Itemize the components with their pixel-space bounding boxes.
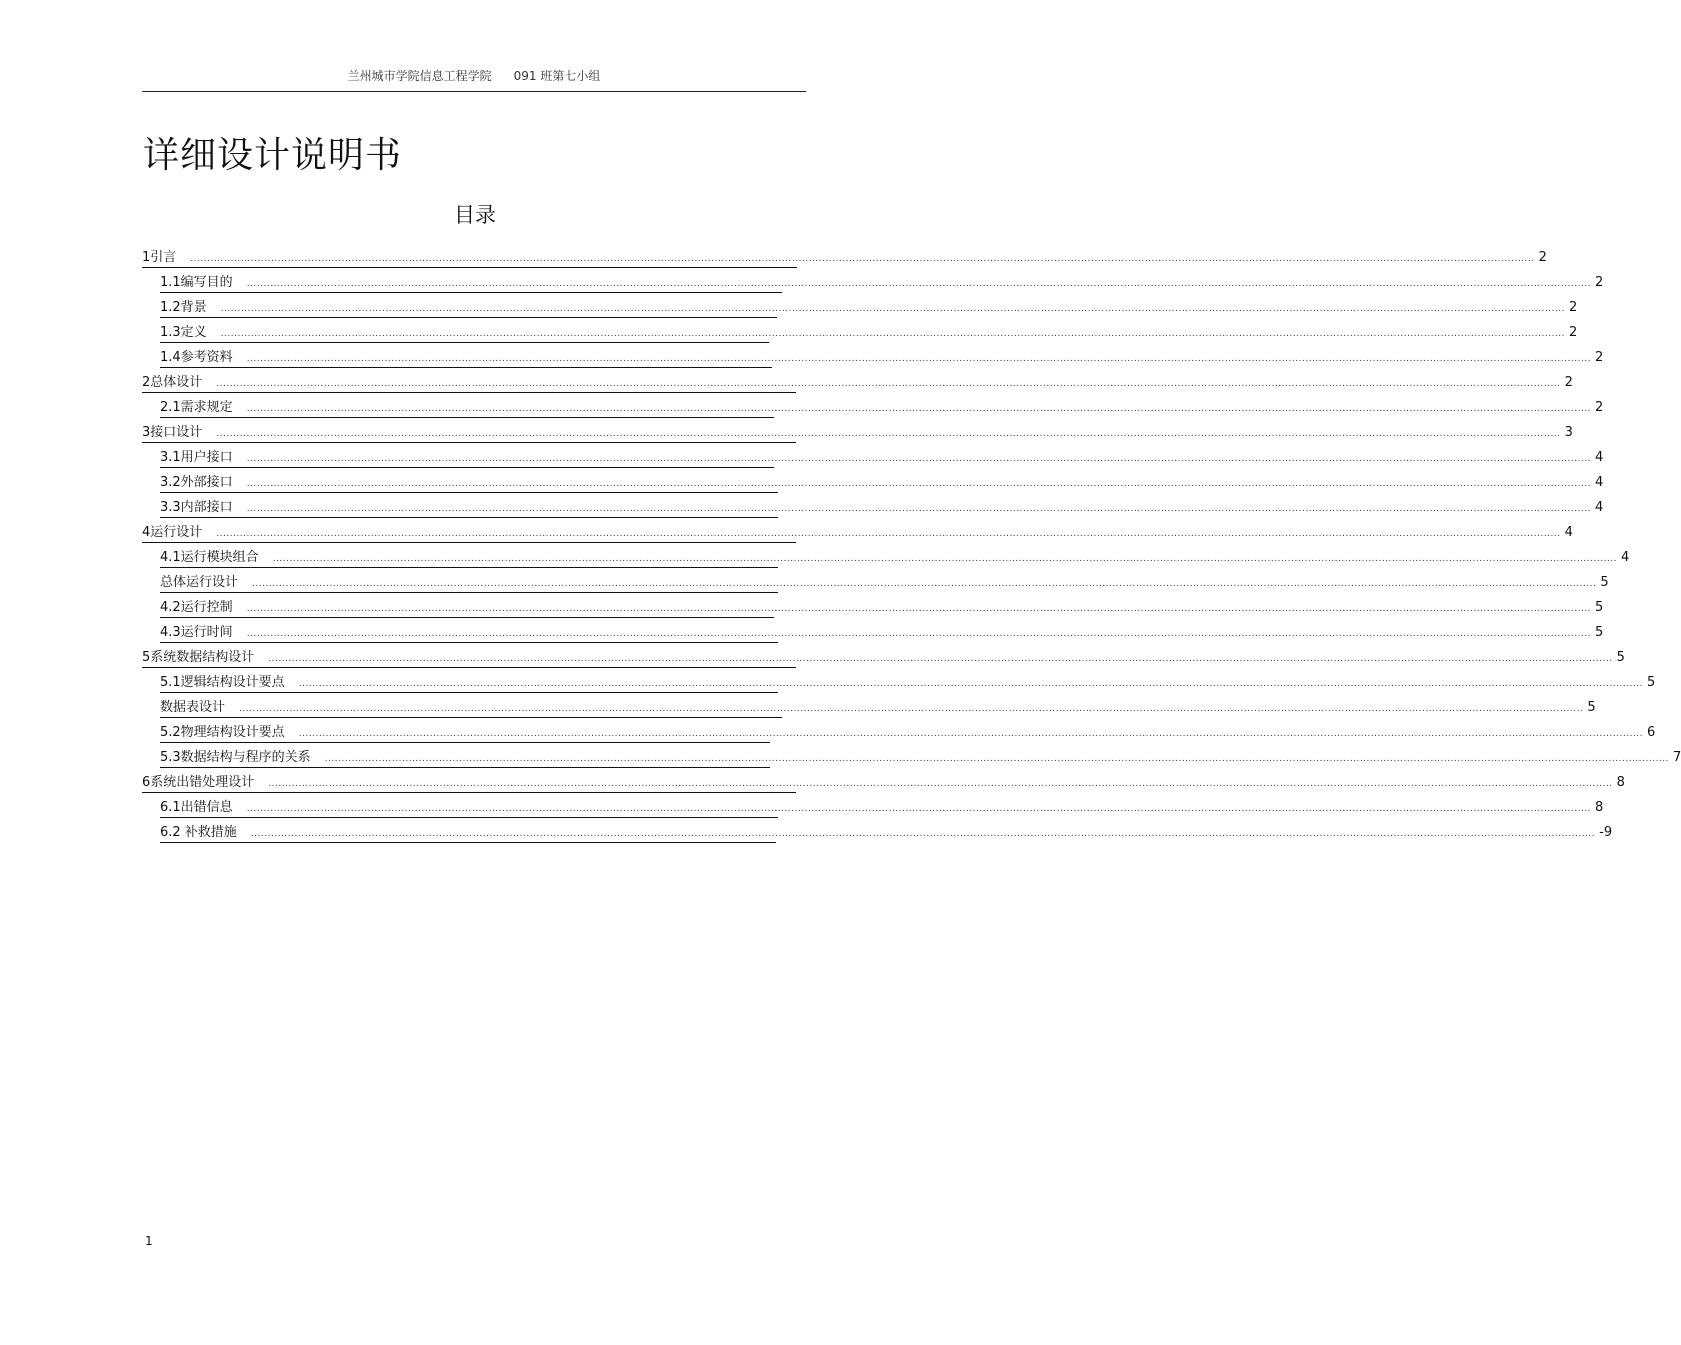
toc-entry-page: 4 <box>1595 500 1604 515</box>
toc-entry-label: 3.1用户接口 <box>160 450 233 465</box>
toc-entry-link[interactable] <box>142 650 1625 668</box>
toc-entry[interactable] <box>142 393 1604 418</box>
toc-entry-link[interactable] <box>142 425 1573 443</box>
toc-entry[interactable] <box>142 368 1573 393</box>
toc-entry-page: 7 <box>1673 750 1681 765</box>
toc-entry-label: 2.1需求规定 <box>160 400 233 415</box>
toc-entry-label: 3.2外部接口 <box>160 475 233 490</box>
toc-leader-dots: ................................................................................................................................................................................................................................................................................................................................................................................................................ <box>246 454 1592 464</box>
toc-entry-label: 4.2运行控制 <box>160 600 233 615</box>
toc-entry-page: 6 <box>1647 725 1656 740</box>
toc-entry-page: 2 <box>1595 400 1604 415</box>
toc-entry-label: 1.1编写目的 <box>160 275 233 290</box>
toc-leader-dots: ................................................................................................................................................................................................................................................................................................................................................................................................................ <box>268 654 1613 664</box>
toc-entry[interactable] <box>142 418 1573 443</box>
toc-leader-dots: ................................................................................................................................................................................................................................................................................................................................................................................................................ <box>216 379 1561 389</box>
toc-entry-page: 2 <box>1564 375 1573 390</box>
toc-entry-label: 6.2 补救措施 <box>160 825 237 840</box>
footer-page-number: 1 <box>145 1234 153 1248</box>
toc-entry-page: 4 <box>1595 450 1604 465</box>
toc-entry[interactable] <box>142 718 1656 743</box>
toc-entry-page: 2 <box>1595 275 1604 290</box>
toc-leader-dots: ................................................................................................................................................................................................................................................................................................................................................................................................................ <box>246 629 1592 639</box>
toc-leader-dots: ................................................................................................................................................................................................................................................................................................................................................................................................................ <box>220 329 1566 339</box>
document-title: 详细设计说明书 <box>143 135 403 176</box>
toc-leader-dots: ................................................................................................................................................................................................................................................................................................................................................................................................................ <box>220 304 1566 314</box>
toc-entry-link[interactable] <box>142 250 1547 268</box>
toc-entry-link[interactable] <box>160 350 1604 368</box>
toc-leader-dots: ................................................................................................................................................................................................................................................................................................................................................................................................................ <box>216 429 1561 439</box>
toc-entry-label: 4.3运行时间 <box>160 625 233 640</box>
toc-entry-label: 5系统数据结构设计 <box>142 650 255 665</box>
toc-leader-dots: ................................................................................................................................................................................................................................................................................................................................................................................................................ <box>298 729 1644 739</box>
toc-entry-link[interactable] <box>142 375 1573 393</box>
toc-entry-label: 3接口设计 <box>142 425 203 440</box>
toc-entry-link[interactable] <box>160 725 1656 743</box>
toc-leader-dots: ................................................................................................................................................................................................................................................................................................................................................................................................................ <box>250 829 1596 839</box>
toc-entry-page: 4 <box>1564 525 1573 540</box>
toc-entry-link[interactable] <box>160 825 1613 843</box>
toc-leader-dots: ................................................................................................................................................................................................................................................................................................................................................................................................................ <box>246 404 1592 414</box>
toc-entry-link[interactable] <box>160 300 1578 318</box>
toc-leader-dots: ................................................................................................................................................................................................................................................................................................................................................................................................................ <box>252 579 1597 589</box>
toc-leader-dots: ................................................................................................................................................................................................................................................................................................................................................................................................................ <box>190 254 1535 264</box>
toc-entry-label: 5.2物理结构设计要点 <box>160 725 285 740</box>
toc-entry-link[interactable] <box>160 575 1609 593</box>
toc-entry[interactable] <box>142 318 1578 343</box>
toc-entry[interactable] <box>142 243 1547 268</box>
toc-entry-label: 总体运行设计 <box>160 575 239 590</box>
toc-leader-dots: ................................................................................................................................................................................................................................................................................................................................................................................................................ <box>268 779 1613 789</box>
toc-entry-label: 1.4参考资料 <box>160 350 233 365</box>
toc-entry-label: 2总体设计 <box>142 375 203 390</box>
toc-entry[interactable] <box>142 818 1613 843</box>
toc-entry-page: 2 <box>1538 250 1547 265</box>
toc-entry-link[interactable] <box>160 325 1578 343</box>
toc-entry[interactable] <box>142 643 1625 668</box>
toc-entry-label: 1.3定义 <box>160 325 207 340</box>
running-header <box>142 66 806 92</box>
header-institution: 兰州城市学院信息工程学院 <box>347 69 492 83</box>
toc-entry-link[interactable] <box>160 550 1630 568</box>
toc-entry-page: 5 <box>1600 575 1609 590</box>
toc-leader-dots: ................................................................................................................................................................................................................................................................................................................................................................................................................ <box>246 804 1592 814</box>
toc-entry[interactable] <box>142 543 1630 568</box>
toc-leader-dots: ................................................................................................................................................................................................................................................................................................................................................................................................................ <box>216 529 1561 539</box>
toc-entry-link[interactable] <box>160 450 1604 468</box>
toc-entry-page: 2 <box>1569 300 1578 315</box>
toc-entry-page: 5 <box>1595 625 1604 640</box>
toc-entry-page: 8 <box>1616 775 1625 790</box>
toc-entry-page: 8 <box>1595 800 1604 815</box>
toc-entry[interactable] <box>142 768 1625 793</box>
toc-entry-label: 4运行设计 <box>142 525 203 540</box>
toc-entry-link[interactable] <box>160 600 1604 618</box>
toc-entry-link[interactable] <box>142 775 1625 793</box>
toc-entry[interactable] <box>142 293 1578 318</box>
toc-entry-page: -9 <box>1599 825 1613 840</box>
toc-entry-label: 5.1逻辑结构设计要点 <box>160 675 285 690</box>
toc-entry-link[interactable] <box>160 475 1604 493</box>
toc-entry[interactable] <box>142 793 1604 818</box>
toc-entry-link[interactable] <box>160 700 1596 718</box>
toc-entry-link[interactable] <box>160 750 1681 768</box>
toc-entry[interactable] <box>142 268 1604 293</box>
toc-entry-label: 3.3内部接口 <box>160 500 233 515</box>
toc-entry[interactable] <box>142 518 1573 543</box>
toc-entry[interactable] <box>142 618 1604 643</box>
toc-leader-dots: ................................................................................................................................................................................................................................................................................................................................................................................................................ <box>246 354 1592 364</box>
toc-leader-dots: ................................................................................................................................................................................................................................................................................................................................................................................................................ <box>246 504 1592 514</box>
toc-entry-link[interactable] <box>142 525 1573 543</box>
toc-entry-label: 6.1出错信息 <box>160 800 233 815</box>
toc-entry-page: 4 <box>1621 550 1630 565</box>
toc-entry[interactable] <box>142 593 1604 618</box>
toc-entry-label: 6系统出错处理设计 <box>142 775 255 790</box>
toc-leader-dots: ................................................................................................................................................................................................................................................................................................................................................................................................................ <box>246 279 1592 289</box>
toc-entry-label: 1.2背景 <box>160 300 207 315</box>
toc-entry-page: 5 <box>1587 700 1596 715</box>
toc-entry[interactable] <box>142 343 1604 368</box>
toc-entry[interactable] <box>142 693 1596 718</box>
toc-heading: 目录 <box>454 203 496 227</box>
toc-leader-dots: ................................................................................................................................................................................................................................................................................................................................................................................................................ <box>324 754 1670 764</box>
toc-entry[interactable] <box>142 493 1604 518</box>
toc-entry-page: 2 <box>1595 350 1604 365</box>
toc-entry-page: 5 <box>1595 600 1604 615</box>
toc-entry[interactable] <box>142 468 1604 493</box>
header-group: 091 班第七小组 <box>513 69 601 83</box>
toc-entry-link[interactable] <box>160 500 1604 518</box>
toc-entry-page: 5 <box>1647 675 1656 690</box>
toc-entry-link[interactable] <box>160 275 1604 293</box>
toc-entry-label: 1引言 <box>142 250 177 265</box>
toc-entry-link[interactable] <box>160 675 1656 693</box>
toc-leader-dots: ................................................................................................................................................................................................................................................................................................................................................................................................................ <box>246 479 1592 489</box>
toc-entry[interactable] <box>142 568 1609 593</box>
toc-entry-label: 5.3数据结构与程序的关系 <box>160 750 311 765</box>
table-of-contents <box>142 243 1681 843</box>
toc-entry-label: 4.1运行模块组合 <box>160 550 259 565</box>
toc-entry-link[interactable] <box>160 800 1604 818</box>
toc-entry-page: 5 <box>1616 650 1625 665</box>
toc-entry-page: 3 <box>1564 425 1573 440</box>
toc-leader-dots: ................................................................................................................................................................................................................................................................................................................................................................................................................ <box>298 679 1644 689</box>
toc-entry[interactable] <box>142 668 1656 693</box>
toc-entry-page: 2 <box>1569 325 1578 340</box>
toc-leader-dots: ................................................................................................................................................................................................................................................................................................................................................................................................................ <box>246 604 1592 614</box>
toc-entry[interactable] <box>142 743 1681 768</box>
toc-entry-link[interactable] <box>160 400 1604 418</box>
toc-leader-dots: ................................................................................................................................................................................................................................................................................................................................................................................................................ <box>272 554 1618 564</box>
toc-entry-label: 数据表设计 <box>160 700 226 715</box>
toc-entry-link[interactable] <box>160 625 1604 643</box>
toc-entry-page: 4 <box>1595 475 1604 490</box>
toc-entry[interactable] <box>142 443 1604 468</box>
toc-leader-dots: ................................................................................................................................................................................................................................................................................................................................................................................................................ <box>239 704 1584 714</box>
